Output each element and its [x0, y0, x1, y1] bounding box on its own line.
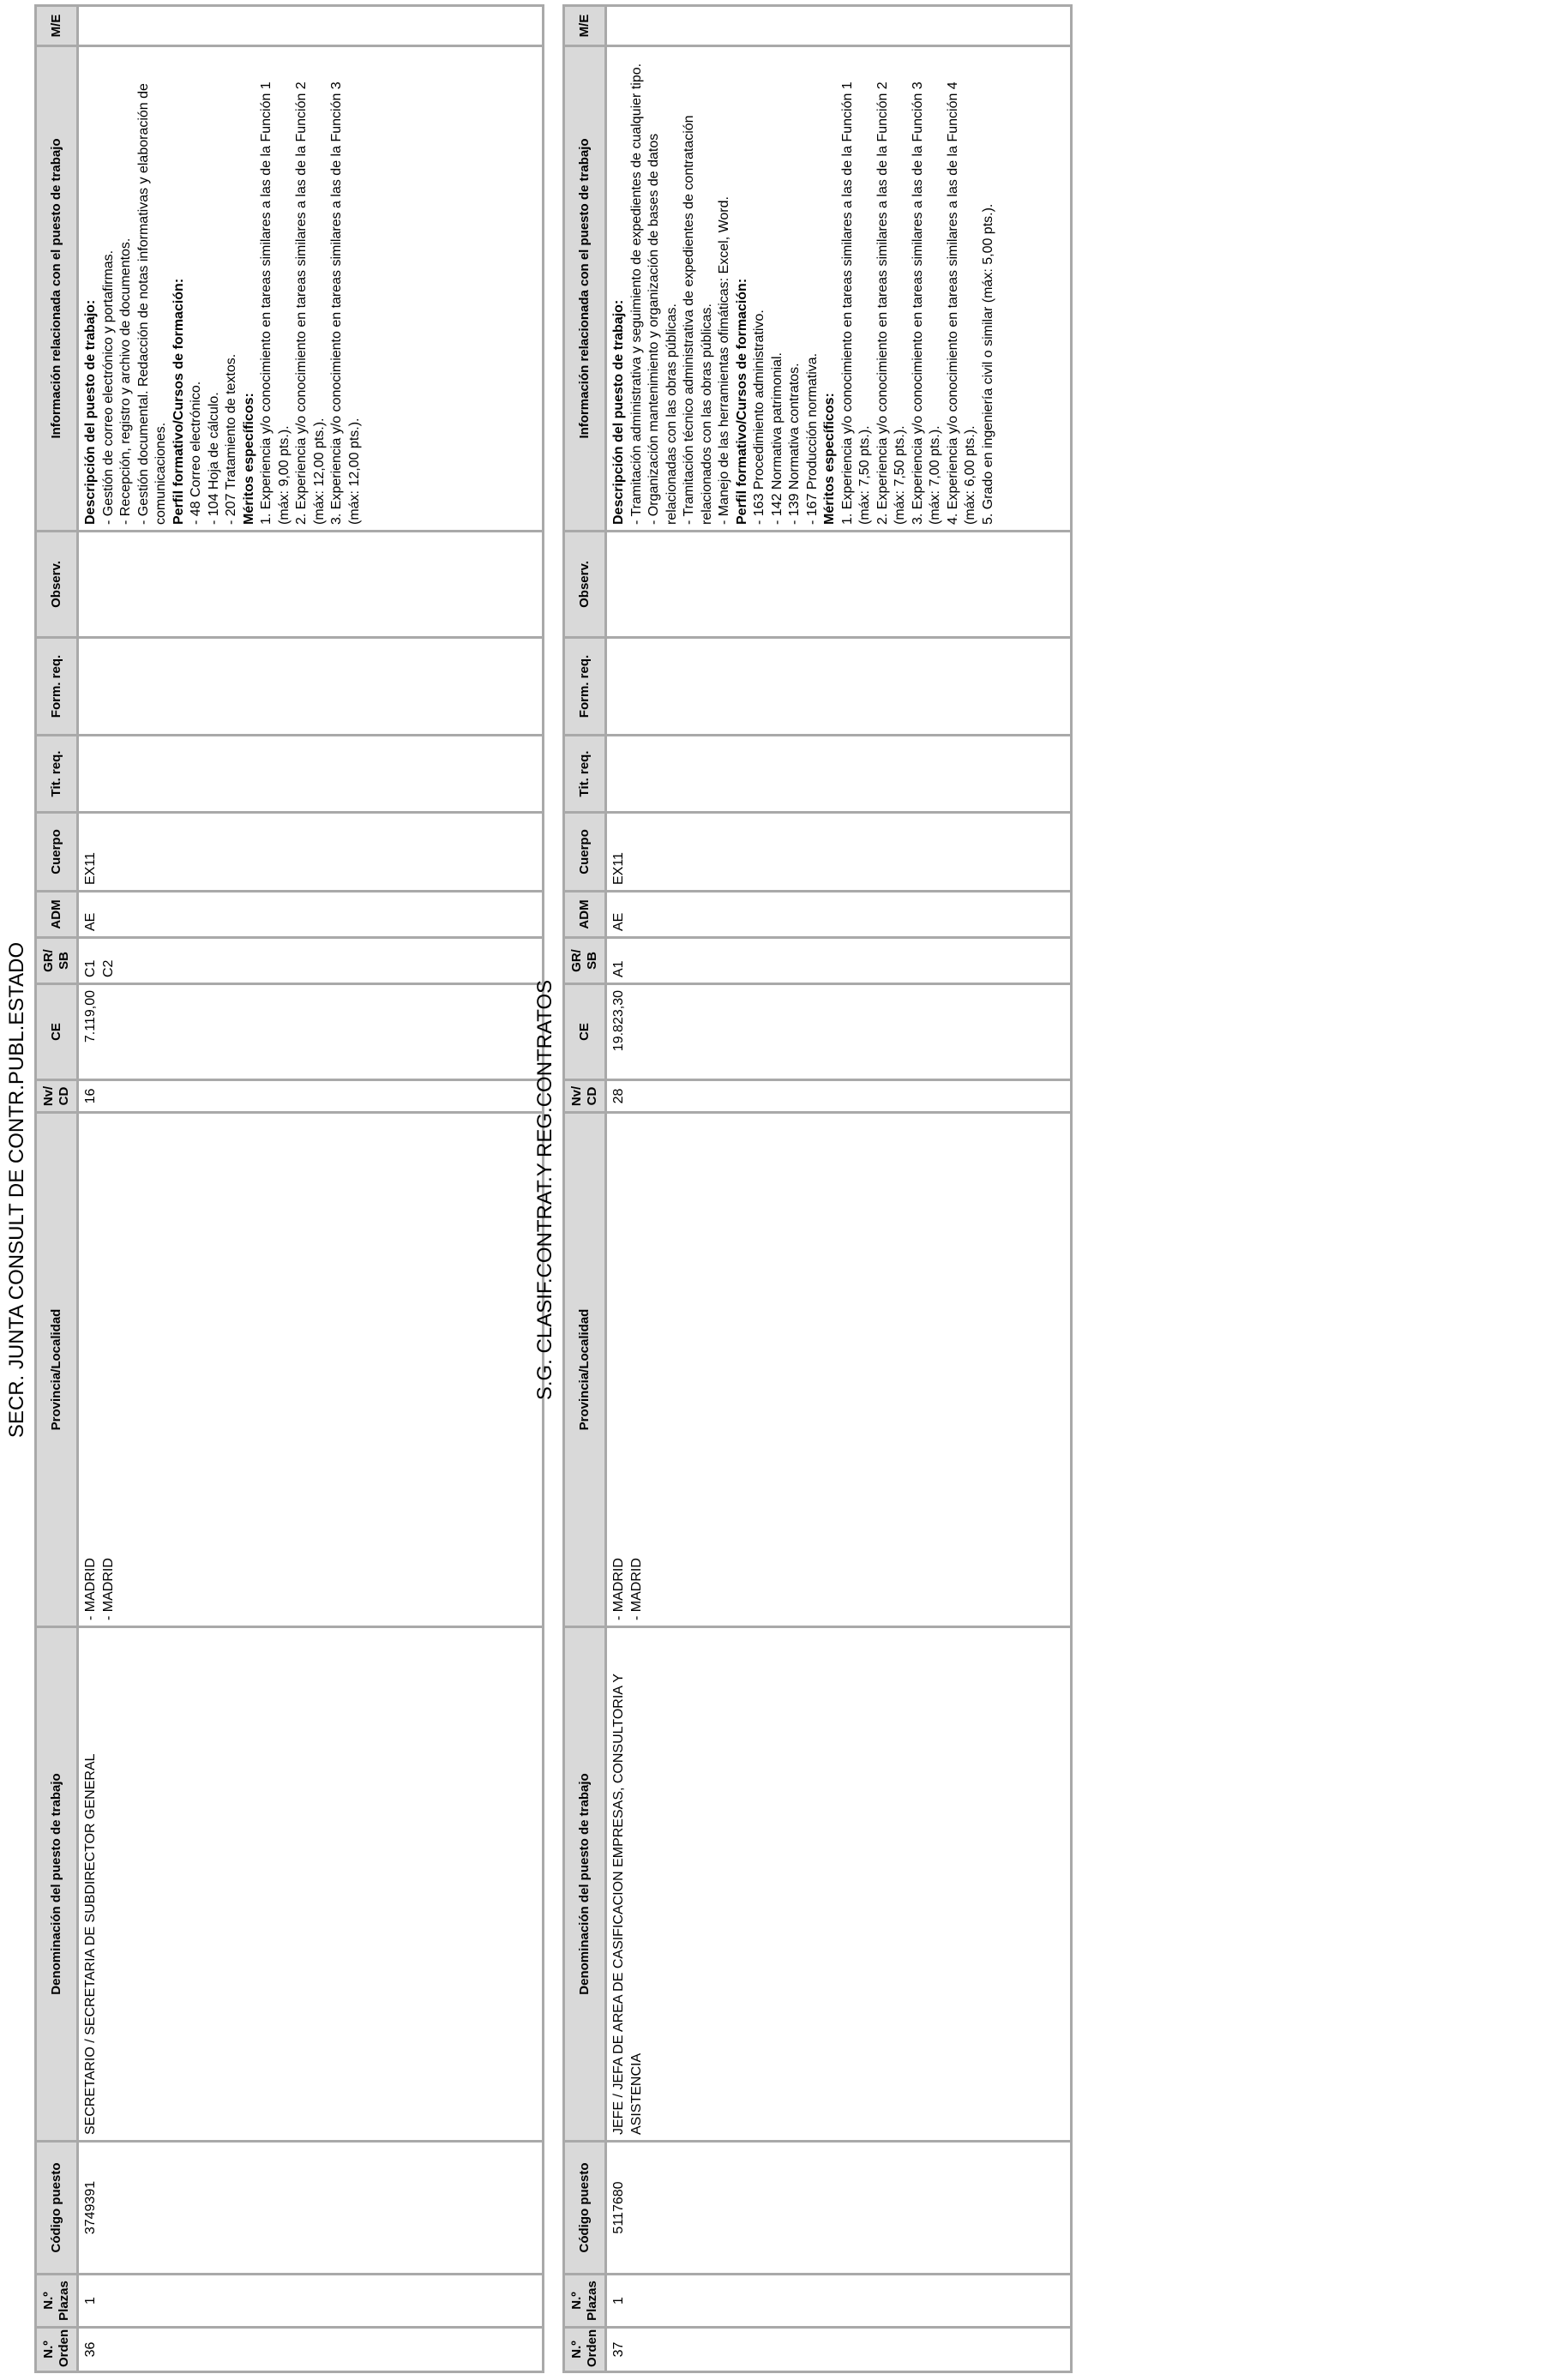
header-tit-req: Tit. req. — [36, 736, 78, 813]
cell-plazas: 1 — [78, 2275, 544, 2328]
info-item: - 142 Normativa patrimonial. — [769, 352, 785, 525]
header-form-req: Form. req. — [36, 638, 78, 736]
cell-denominacion: SECRETARIO / SECRETARIA DE SUBDIRECTOR GENERAL — [78, 1627, 544, 2142]
cell-nv-cd: 28 — [606, 1080, 1072, 1113]
cell-cuerpo: EX11 — [78, 813, 544, 892]
header-provincia: Provincia/Localidad — [36, 1113, 78, 1627]
info-heading: Méritos específicos: — [822, 393, 837, 525]
info-item: - Manejo de las herramientas ofimáticas: Excel, Word. — [717, 196, 731, 525]
info-heading: Perfil formativo/Cursos de formación: — [734, 278, 749, 525]
info-heading: Perfil formativo/Cursos de formación: — [171, 278, 186, 525]
header-nv-cd: Nv/ CD — [564, 1080, 606, 1113]
info-item: - Gestión documental. Redacción de notas informativas y elaboración de comunicaciones. — [135, 83, 168, 525]
header-ce: CE — [36, 984, 78, 1080]
positions-table — [34, 4, 544, 2373]
cell-ce: 7.119,00 — [78, 984, 544, 1080]
cell-tit-req — [78, 736, 544, 813]
header-codigo: Código puesto — [564, 2142, 606, 2275]
header-adm: ADM — [36, 892, 78, 938]
header-informacion: Información relacionada con el puesto de trabajo — [36, 46, 78, 532]
info-item: - Tramitación administrativa y seguimiento de expedientes de cualquier tipo. — [628, 63, 644, 525]
cell-codigo: 3749391 — [78, 2142, 544, 2275]
info-heading: Méritos específicos: — [241, 393, 256, 525]
cell-provincia: - MADRID - MADRID — [606, 1113, 1072, 1627]
info-item: 2. Experiencia y/o conocimiento en tareas similares a las de la Función 2 (máx: 12,00 pts.). — [294, 81, 327, 525]
cell-form-req — [606, 638, 1072, 736]
table-row — [606, 6, 1072, 2372]
header-me: M/E — [564, 6, 606, 46]
header-codigo: Código puesto — [36, 2142, 78, 2275]
info-item: - Gestión de correo electrónico y portafirmas. — [100, 249, 116, 525]
header-cuerpo: Cuerpo — [564, 813, 606, 892]
header-orden: N.º Orden — [36, 2328, 78, 2372]
info-item: 4. Experiencia y/o conocimiento en tareas similares a las de la Función 4 (máx: 6,00 pts.). — [945, 81, 977, 525]
info-item: - 163 Procedimiento administrativo. — [752, 310, 766, 525]
cell-codigo: 5117680 — [606, 2142, 1072, 2275]
info-item: 5. Grado en ingeniería civil o similar (máx: 5,00 pts.). — [980, 203, 995, 525]
header-form-req: Form. req. — [564, 638, 606, 736]
header-row — [36, 6, 78, 2372]
cell-tit-req — [606, 736, 1072, 813]
info-item: - 48 Correo electrónico. — [189, 381, 203, 525]
header-row — [564, 6, 606, 2372]
header-denominacion: Denominación del puesto de trabajo — [36, 1627, 78, 2142]
header-observ: Observ. — [36, 532, 78, 638]
info-item: 2. Experiencia y/o conocimiento en tareas similares a las de la Función 2 (máx: 7,50 pts.). — [875, 81, 907, 525]
cell-adm: AE — [606, 892, 1072, 938]
section-title: S.G. CLASIF.CONTRAT.Y REG.CONTRATOS — [533, 979, 556, 1401]
header-denominacion: Denominación del puesto de trabajo — [564, 1627, 606, 2142]
cell-denominacion: JEFE / JEFA DE AREA DE CASIFICACION EMPRESAS, CONSULTORIA Y ASISTENCIA — [606, 1627, 1072, 2142]
info-heading: Descripción del puesto de trabajo: — [83, 299, 98, 525]
header-gr-sb: GR/ SB — [564, 938, 606, 984]
section-title: SECR. JUNTA CONSULT DE CONTR.PUBL.ESTADO — [5, 941, 28, 1439]
info-item: 3. Experiencia y/o conocimiento en tareas similares a las de la Función 3 (máx: 12,00 pts.). — [329, 81, 362, 525]
header-tit-req: Tit. req. — [564, 736, 606, 813]
cell-me — [78, 6, 544, 46]
info-item: 1. Experiencia y/o conocimiento en tareas similares a las de la Función 1 (máx: 9,00 pts.). — [259, 81, 292, 525]
info-item: - 167 Producción normativa. — [804, 352, 820, 525]
cell-observ — [78, 532, 544, 638]
cell-gr-sb: C1 C2 — [78, 938, 544, 984]
header-ce: CE — [564, 984, 606, 1080]
cell-plazas: 1 — [606, 2275, 1072, 2328]
info-item: - Recepción, registro y archivo de documentos. — [118, 237, 133, 525]
header-observ: Observ. — [564, 532, 606, 638]
info-item: 3. Experiencia y/o conocimiento en tareas similares a las de la Función 3 (máx: 7,00 pts.). — [910, 81, 942, 525]
header-provincia: Provincia/Localidad — [564, 1113, 606, 1627]
cell-informacion — [606, 46, 1072, 532]
info-item: 1. Experiencia y/o conocimiento en tareas similares a las de la Función 1 (máx: 7,50 pts.). — [839, 81, 872, 525]
cell-me — [606, 6, 1072, 46]
cell-informacion — [78, 46, 544, 532]
table-row — [78, 6, 544, 2372]
info-list — [610, 52, 997, 525]
header-me: M/E — [36, 6, 78, 46]
info-item: - 104 Hoja de cálculo. — [206, 392, 221, 525]
cell-cuerpo: EX11 — [606, 813, 1072, 892]
info-item: - Tramitación técnico administrativa de expedientes de contratación relacionados con las obras públicas. — [682, 115, 714, 525]
cell-orden: 36 — [78, 2328, 544, 2372]
info-item: - 207 Tratamiento de textos. — [224, 353, 238, 525]
header-plazas: N.º Plazas — [36, 2275, 78, 2328]
header-adm: ADM — [564, 892, 606, 938]
header-nv-cd: Nv/ CD — [36, 1080, 78, 1113]
header-plazas: N.º Plazas — [564, 2275, 606, 2328]
cell-ce: 19.823,30 — [606, 984, 1072, 1080]
cell-adm: AE — [78, 892, 544, 938]
header-orden: N.º Orden — [564, 2328, 606, 2372]
header-gr-sb: GR/ SB — [36, 938, 78, 984]
info-item: - Organización mantenimiento y organización de bases de datos relacionadas con las obras públicas. — [646, 133, 679, 525]
positions-table — [562, 4, 1073, 2373]
info-heading: Descripción del puesto de trabajo: — [611, 299, 626, 525]
header-cuerpo: Cuerpo — [36, 813, 78, 892]
cell-orden: 37 — [606, 2328, 1072, 2372]
cell-nv-cd: 16 — [78, 1080, 544, 1113]
info-list — [82, 52, 364, 525]
header-informacion: Información relacionada con el puesto de trabajo — [564, 46, 606, 532]
cell-form-req — [78, 638, 544, 736]
cell-observ — [606, 532, 1072, 638]
cell-gr-sb: A1 — [606, 938, 1072, 984]
info-item: - 139 Normativa contratos. — [787, 363, 802, 525]
cell-provincia: - MADRID - MADRID — [78, 1113, 544, 1627]
